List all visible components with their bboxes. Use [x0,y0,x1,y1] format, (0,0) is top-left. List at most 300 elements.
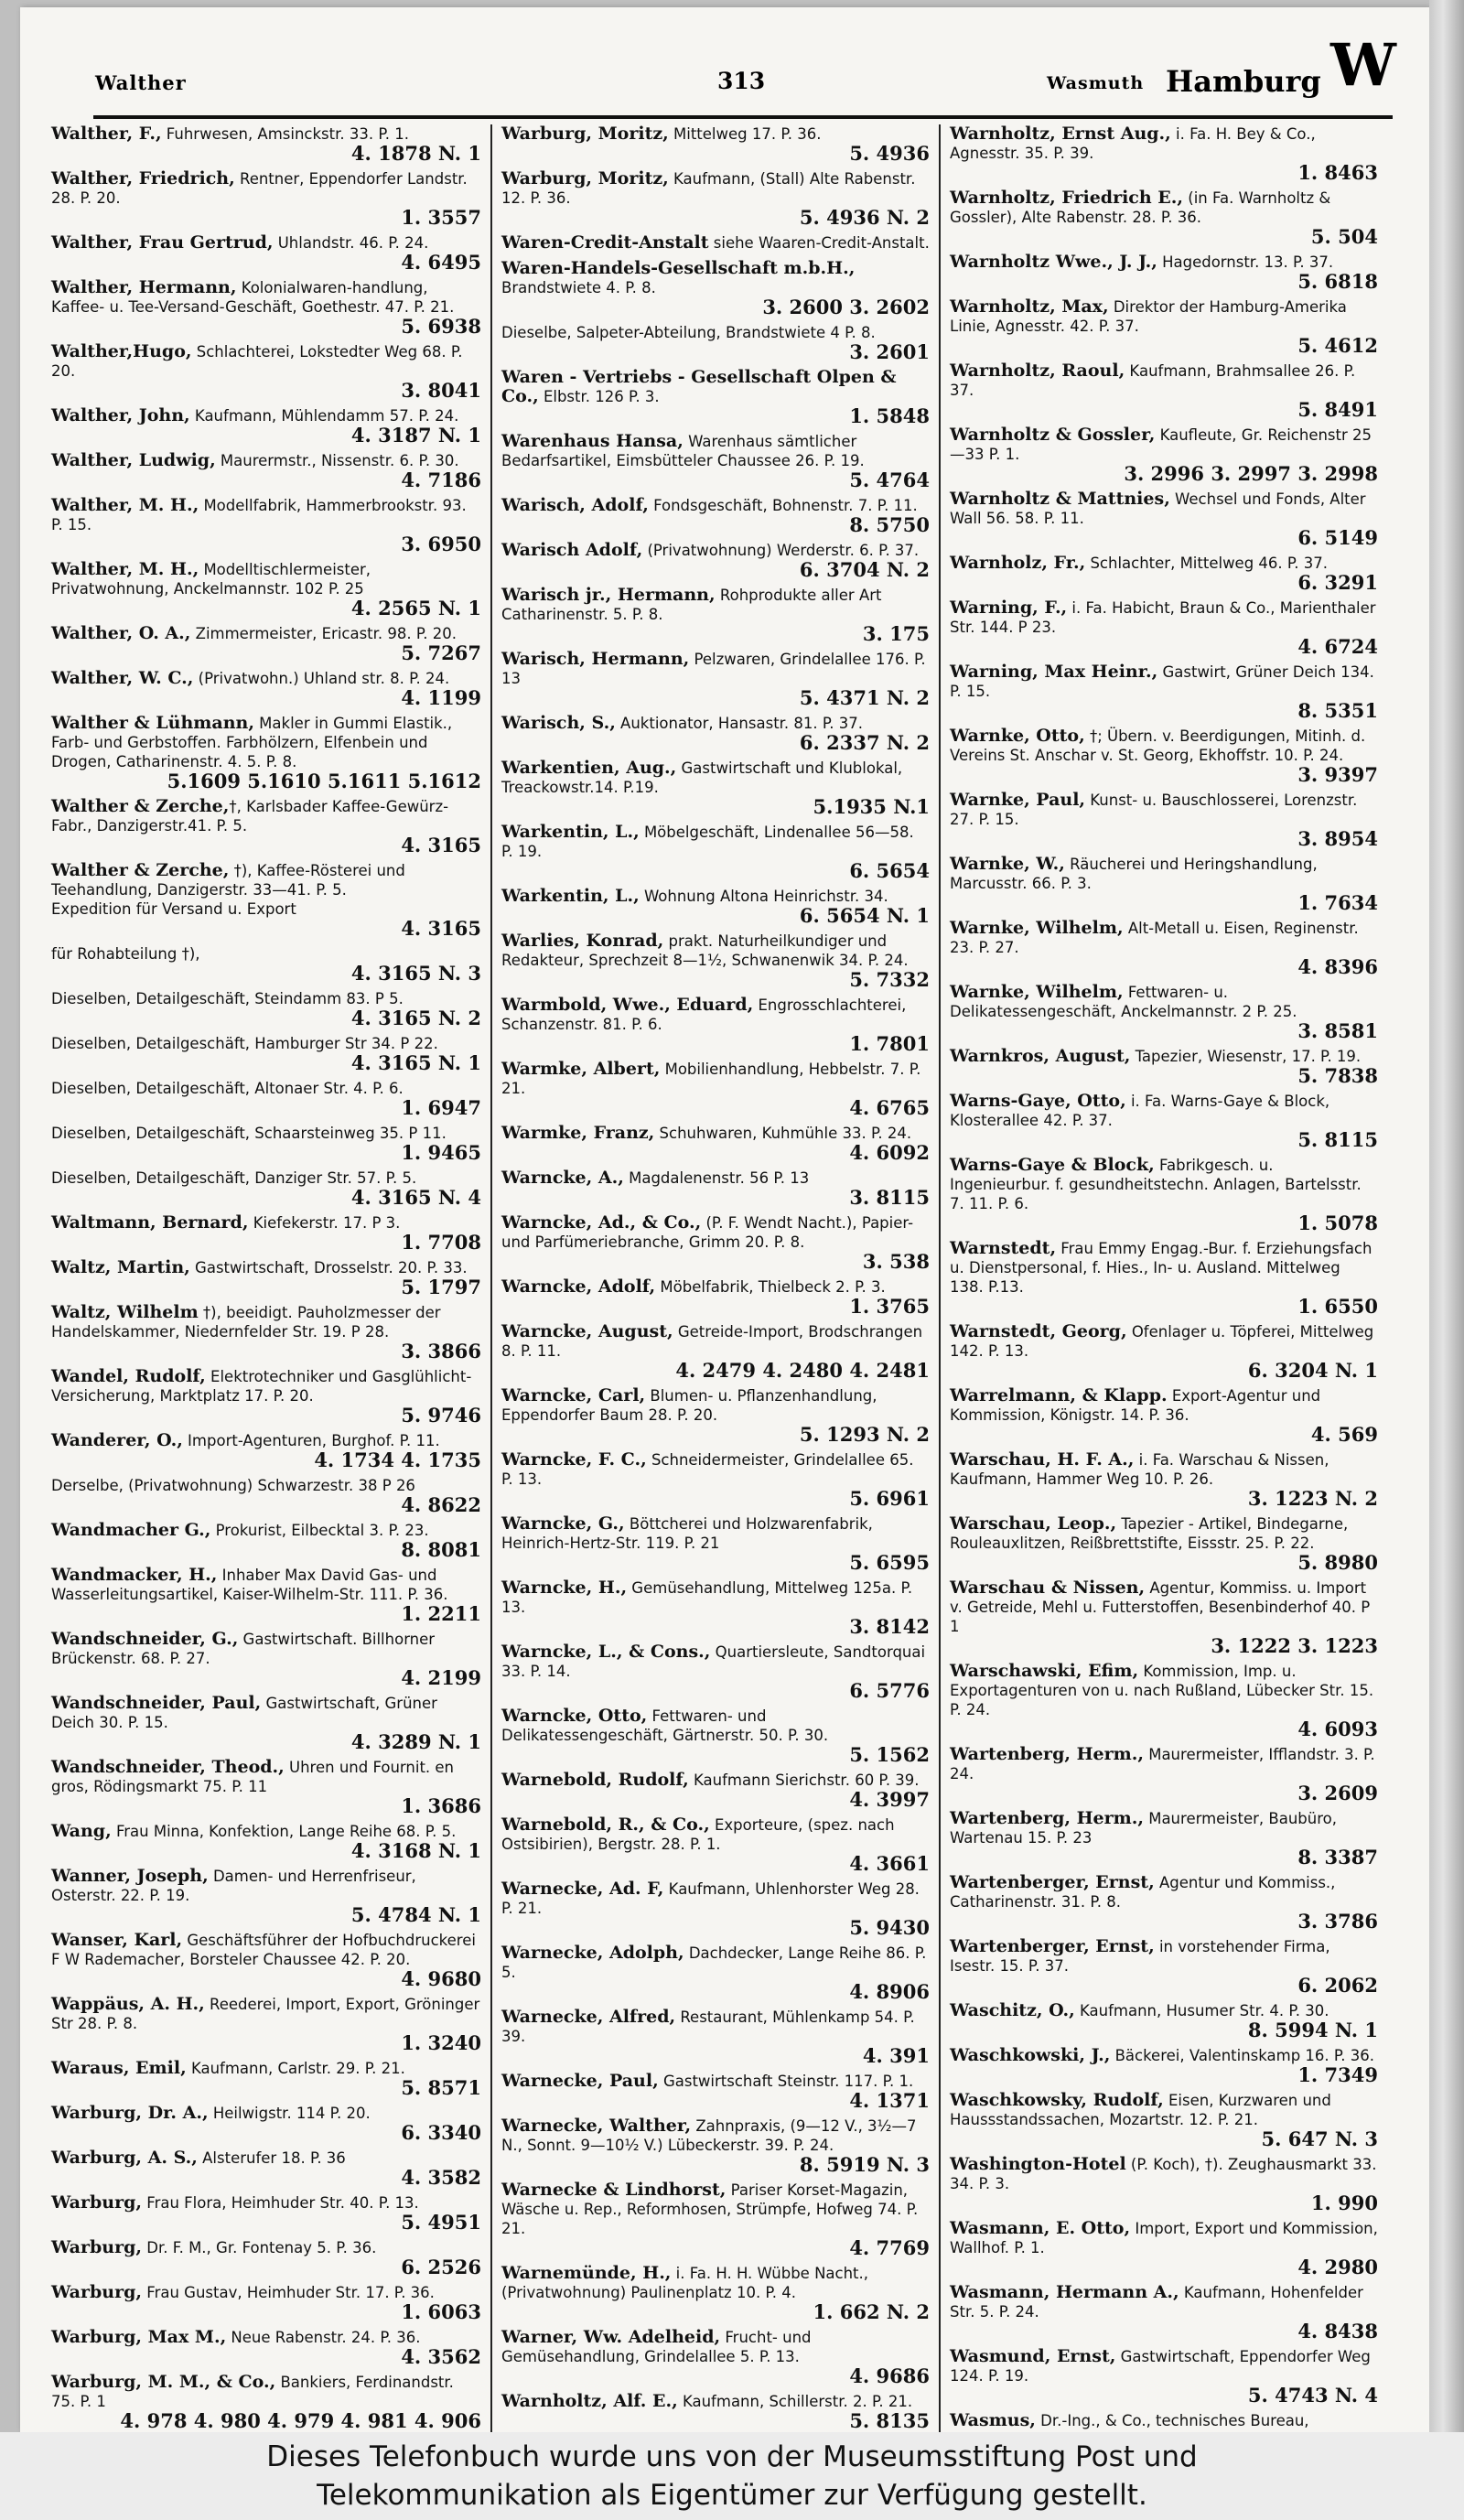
entry-name: Warmbold, Wwe., Eduard, [501,995,754,1015]
entry-details: Kaufmann, Carlstr. 29. P. 21. [186,2060,405,2077]
directory-entry [950,2001,1378,2040]
entry-phone: 3. 2600 3. 2602 [762,296,930,318]
directory-entry [501,2328,930,2385]
entry-phone: 1. 7349 [1297,2063,1378,2086]
entry-phone: 6. 5654 [849,859,930,882]
entry-phone: 6. 5776 [849,1679,930,1702]
directory-entry [51,1822,481,1860]
entry-details: Kaufmann, Mühlendamm 57. P. 24. [189,407,459,425]
directory-entry [950,2411,1378,2432]
entry-name: Warnholz, Fr., [950,553,1086,573]
directory-page [20,7,1429,2432]
entry-phone: 4. 3165 N. 2 [350,1007,481,1029]
entry-name: Warisch, S., [501,713,616,733]
directory-entry [51,1431,481,1470]
entry-name: Warnke, Wilhelm, [950,918,1124,938]
entry-name: Warning, F., [950,598,1068,618]
entry-name: Wandschneider, G., [51,1629,239,1649]
entry-name: Warburg, Moritz, [501,168,669,188]
directory-entry [501,823,930,880]
directory-entry [501,1944,930,2001]
entry-phone: 3. 538 [862,1250,930,1273]
entry-name: Warburg, Dr. A., [51,2103,209,2123]
page-number: 313 [717,68,766,94]
entry-name: Warschau, Leop., [950,1513,1117,1534]
entry-phone: 3. 2609 [1297,1782,1378,1804]
entry-phone: 4. 3289 N. 1 [350,1730,481,1753]
entry-phone: 4. 3168 N. 1 [350,1839,481,1862]
entry-phone: 1. 6947 [401,1096,481,1119]
entry-phone: 4. 8622 [401,1493,481,1516]
entry-details: Modelltischlermeister, Privatwohnung, Anckelmannstr. 102 P. 25 [51,561,371,598]
entry-phone: 4. 8396 [1297,955,1378,978]
directory-entry [51,1367,481,1425]
directory-entry [950,855,1378,912]
entry-name: Waren - Vertriebs - Gesellschaft Olpen & Co., [501,367,897,406]
entry-name: Warburg, A. S., [51,2148,198,2168]
entry-details: Neue Rabenstr. 24. P. 36. [226,2329,421,2346]
directory-entry [501,2264,930,2321]
entry-name: Wasmus, [950,2410,1036,2430]
entry-name: Warns-Gaye, Otto, [950,1091,1126,1111]
entry-details: Warenhaus sämtlicher Bedarfsartikel, Eimsbütteler Chaussee 26. P. 19. [501,433,865,469]
entry-name: Warrelmann, & Klapp. [950,1385,1168,1405]
directory-entry [501,586,930,643]
entry-phone: 5. 7267 [401,641,481,664]
entry-phone: 3. 2996 3. 2997 3. 2998 [1124,462,1378,485]
entry-name: Wang, [51,1821,112,1841]
entry-phone: 6. 2062 [1297,1974,1378,1997]
directory-entry [950,1386,1378,1444]
entry-phone: 5. 4784 N. 1 [350,1903,481,1926]
entry-name: Warncke, Adolf, [501,1276,656,1297]
entry-name: Warncke, F. C., [501,1449,647,1470]
entry-phone: 1. 7801 [849,1032,930,1055]
directory-entry [51,797,481,855]
entry-details: Gastwirtschaft und Klublokal, Treackowstr.14. P.19. [501,759,903,796]
entry-name: Waltz, Martin, [51,1257,190,1277]
entry-phone: 1. 3686 [401,1794,481,1817]
entry-details: Import-Agenturen, Burghof. P. 11. [182,1432,440,1449]
entry-details: Prokurist, Eilbecktal 3. P. 23. [210,1522,429,1539]
entry-phone: 5. 504 [1310,225,1378,248]
header-first-entry: Walther [95,71,187,94]
entry-phone: 5. 6595 [849,1551,930,1574]
entry-name: Warschawski, Efim, [950,1661,1139,1681]
entry-phone: 3. 8115 [849,1186,930,1209]
entry-name: Wandmacher G., [51,1520,211,1540]
entry-phone: 4. 6093 [1297,1718,1378,1740]
entry-name: Warnebold, Rudolf, [501,1770,689,1790]
directory-entry [501,932,930,989]
entry-details: Exporteure, (spez. nach Ostsibirien), Bergstr. 28. P. 1. [501,1816,895,1853]
directory-entry [51,1168,481,1207]
entry-phone: 4. 6765 [849,1096,930,1119]
entry-phone: 1. 3765 [849,1295,930,1318]
entry-details: Gastwirtschaft Steinstr. 117. P. 1. [658,2073,914,2090]
entry-name: Walther & Zerche, [51,860,230,880]
entry-details: (Privatwohn.) Uhland str. 8. P. 24. [193,670,450,687]
entry-name: Walther,Hugo, [51,341,192,361]
entry-phone: 5. 9746 [401,1404,481,1427]
entry-columns [42,124,1393,2432]
entry-details: Fabrikgesch. u. Ingenieurbur. f. gesundheitstechn. Anlagen, Bartelsstr. 7. 11. P. 6. [950,1157,1362,1212]
entry-details: Ofenlager u. Töpferei, Mittelweg 142. P. 13. [950,1323,1374,1360]
entry-details: Mittelweg 17. P. 36. [668,125,822,143]
entry-details: Hagedornstr. 13. P. 37. [1157,253,1334,271]
entry-details: Rohprodukte aller Art Catharinenstr. 5. P. 8. [501,587,882,623]
directory-entry [501,124,930,163]
entry-phone: 5. 7332 [849,968,930,991]
entry-name: Warncke, August, [501,1321,673,1341]
entry-name: Warncke, H., [501,1578,628,1598]
directory-entry [501,996,930,1053]
entry-details: Dieselben, Detailgeschäft, Danziger Str. 57. P. 5. [51,1169,417,1187]
entry-name: Warnholtz, Ernst Aug., [950,124,1171,144]
entry-name: Warkentin, L., [501,886,640,906]
entry-name: Wartenberger, Ernst, [950,1936,1155,1956]
entry-phone: 4. 391 [862,2044,930,2067]
entry-phone: 1. 662 N. 2 [813,2300,930,2323]
directory-entry [51,624,481,662]
header-city: Hamburg [1166,64,1321,99]
directory-entry [950,1092,1378,1149]
entry-phone: 8. 8081 [401,1538,481,1561]
entry-details: Frau Gustav, Heimhuder Str. 17. P. 36. [142,2284,435,2301]
entry-phone: 4. 2199 [401,1666,481,1689]
entry-name: Warisch, Hermann, [501,649,690,669]
entry-details: (Privatwohnung) Werderstr. 6. P. 37. [642,542,920,559]
entry-phone: 4. 3165 [401,917,481,940]
entry-details: Wohnung Altona Heinrichstr. 34. [639,888,888,905]
directory-entry [501,169,930,227]
entry-name: Walther, W. C., [51,668,194,688]
entry-name: Warnecke, Adolph, [501,1943,684,1963]
entry-details: Gastwirtschaft, Grüner Deich 30. P. 15. [51,1695,437,1731]
entry-details: prakt. Naturheilkundiger und Redakteur, Sprechzeit 8—1½, Schwanenwik 34. P. 24. [501,932,909,969]
entry-details: Dieselben, Detailgeschäft, Altonaer Str. 4. P. 6. [51,1080,404,1097]
entry-name: Walther & Lühmann, [51,713,254,733]
entry-phone: 4. 1878 N. 1 [350,142,481,165]
header-rule [93,115,1393,119]
entry-name: Warburg, [51,2192,143,2213]
entry-phone: 5. 4743 N. 4 [1247,2384,1378,2407]
entry-details: Frucht- und Gemüsehandlung, Grindelallee 5. P. 13. [501,2329,812,2365]
entry-details: Rentner, Eppendorfer Landstr. 28. P. 20. [51,170,468,207]
entry-name: Warnecke & Lindhorst, [501,2180,727,2200]
entry-details: Reederei, Import, Export, Gröninger Str 28. P. 8. [51,1996,480,2032]
entry-details: Kolonialwaren-handlung, Kaffee- u. Tee-Versand-Geschäft, Goethestr. 47. P. 21. [51,279,455,316]
entry-phone: 3. 6950 [401,533,481,555]
entry-phone: 4. 3165 N. 4 [350,1186,481,1209]
entry-details: Schlachterei, Lokstedter Weg 68. P. 20. [51,343,463,380]
page-edge [1429,0,1464,2441]
entry-name: Waren-Credit-Anstalt [501,232,709,253]
entry-name: Walther, Frau Gertrud, [51,232,274,253]
entry-details: Inhaber Max David Gas- und Wasserleitungsartikel, Kaiser-Wilhelm-Str. 111. P. 36. [51,1567,448,1603]
entry-phone: 4. 1199 [401,686,481,709]
entry-phone: 5. 9430 [849,1916,930,1939]
entry-details: i. Fa. H. Bey & Co., Agnesstr. 35. P. 39. [950,125,1316,162]
entry-phone: 1. 2211 [401,1602,481,1625]
directory-entry [51,1079,481,1117]
entry-details: Elbstr. 126 P. 3. [538,388,660,405]
entry-details: Alt-Metall u. Eisen, Reginenstr. 23. P. 27. [950,920,1359,956]
directory-entry [950,2347,1378,2405]
entry-phone: 5. 8115 [1297,1128,1378,1151]
entry-name: Warnecke, Alfred, [501,2007,676,2027]
directory-entry [950,662,1378,720]
entry-phone: 4. 6724 [1297,635,1378,658]
directory-entry [51,1521,481,1559]
entry-phone: 4. 2980 [1297,2256,1378,2278]
entry-details: Gastwirtschaft, Eppendorfer Weg 124. P. 19. [950,2348,1371,2385]
entry-phone: 6. 2526 [401,2256,481,2278]
column-1 [42,124,490,2432]
entry-name: Warburg, Moritz, [501,124,669,144]
entry-phone: 5. 6818 [1297,270,1378,293]
entry-name: Warnholtz & Gossler, [950,425,1156,445]
entry-details: Dr. F. M., Gr. Fontenay 5. P. 36. [142,2239,377,2256]
entry-details: Zahnpraxis, (9—12 V., 3½—7 N., Sonnt. 9—10½ V.) Lübeckerstr. 39. P. 24. [501,2117,917,2154]
directory-entry [950,1873,1378,1931]
entry-phone: 1. 3557 [401,206,481,229]
directory-entry [501,1386,930,1444]
entry-details: Dieselben, Detailgeschäft, Schaarsteinweg 35. P 11. [51,1125,447,1142]
entry-details: Import, Export und Kommission, Wallhof. P. 1. [950,2220,1378,2256]
entry-name: Warnke, Paul, [950,790,1086,810]
entry-details: Uhlandstr. 46. P. 24. [273,234,429,252]
directory-entry [501,1879,930,1937]
entry-phone: 3. 8041 [401,379,481,402]
column-2 [490,124,939,2432]
entry-phone: 8. 5750 [849,513,930,536]
directory-entry [501,1060,930,1117]
entry-phone: 1. 7634 [1297,891,1378,914]
entry-name: Warschau & Nissen, [950,1578,1146,1598]
entry-name: Warncke, L., & Cons., [501,1642,711,1662]
entry-details: Tapezier - Artikel, Bindegarne, Rouleauxlitzen, Reißbrettstifte, Eissstr. 25. P. 22. [950,1515,1349,1552]
directory-entry [950,1662,1378,1739]
directory-entry [950,791,1378,848]
entry-name: Warnecke, Ad. F, [501,1879,664,1899]
entry-name: Warisch jr., Hermann, [501,585,716,605]
entry-name: Warnholtz, Raoul, [950,361,1125,381]
directory-entry [950,2219,1378,2277]
directory-entry [950,1047,1378,1085]
entry-details: Gastwirtschaft. Billhorner Brückenstr. 68. P. 27. [51,1631,436,1667]
entry-name: Waschkowsky, Rudolf, [950,2090,1164,2110]
entry-name: Wasmund, Ernst, [950,2346,1116,2366]
entry-name: Walther, M. H., [51,559,199,579]
entry-details: Makler in Gummi Elastik., Farb- und Gerbstoffen. Farbhölzern, Elfenbein und Drogen, Catharinenstr. 4. 5. P. 8. [51,715,453,770]
entry-name: Walther & Zerche, [51,796,230,816]
entry-phone: 5. 8491 [1297,398,1378,421]
entry-details: Damen- und Herrenfriseur, Osterstr. 22. P. 19. [51,1868,416,1904]
entry-phone: 4. 1734 4. 1735 [314,1448,481,1471]
entry-name: Wanser, Karl, [51,1930,183,1950]
entry-phone: 5. 6961 [849,1487,930,1510]
directory-entry [950,361,1378,419]
entry-phone: 4. 7186 [401,468,481,491]
entry-details: Pariser Korset-Magazin, Wäsche u. Rep., Reformhosen, Strümpfe, Hofweg 74. P. 21. [501,2181,919,2237]
entry-details: Agentur, Kommiss. u. Import v. Getreide, Mehl u. Futterstoffen, Besenbinderhof 40. P 1 [950,1579,1371,1635]
entry-name: Wandmacker, H., [51,1565,218,1585]
entry-name: Warnke, Otto, [950,726,1085,746]
entry-details: in vorstehender Firma, Isestr. 15. P. 37. [950,1938,1330,1975]
entry-name: Walther, Friedrich, [51,168,235,188]
entry-details: Frau Minna, Konfektion, Lange Reihe 68. P. 5. [111,1823,457,1840]
directory-entry [501,259,930,317]
directory-entry [950,297,1378,355]
entry-details: siehe Waaren-Credit-Anstalt. [708,234,930,252]
directory-entry [51,560,481,618]
entry-details: Derselbe, (Privatwohnung) Schwarzestr. 38 P 26 [51,1477,415,1494]
directory-entry [501,2392,930,2430]
entry-name: Warnke, W., [950,854,1065,874]
entry-details: Mobilienhandlung, Hebbelstr. 7. P. 21. [501,1061,921,1097]
directory-entry [501,1277,930,1316]
footer-notice [0,2432,1464,2520]
entry-name: Waltz, Wilhelm [51,1302,199,1322]
entry-phone: 3. 3786 [1297,1910,1378,1933]
entry-details: Alsterufer 18. P. 36 [197,2149,346,2167]
directory-entry [950,919,1378,976]
entry-name: Waschkowski, J., [950,2045,1111,2065]
directory-entry [501,1707,930,1764]
directory-entry [950,2091,1378,2148]
entry-phone: 1. 7708 [401,1231,481,1254]
entry-details: Geschäftsführer der Hofbuchdruckerei F W Rademacher, Borsteler Chaussee 42. P. 20. [51,1932,476,1968]
entry-name: Warnecke, Paul, [501,2071,659,2091]
directory-entry [950,1809,1378,1867]
entry-name: Warnke, Wilhelm, [950,982,1124,1002]
entry-name: Wandschneider, Paul, [51,1693,262,1713]
directory-entry [501,887,930,925]
entry-details: Export-Agentur und Kommission, Königstr. 14. P. 36. [950,1387,1321,1424]
entry-phone: 5.1609 5.1610 5.1611 5.1612 [167,770,481,792]
directory-entry [51,278,481,336]
directory-entry [501,2181,930,2257]
entry-phone: 5. 4764 [849,468,930,491]
entry-details: Schlachter, Mittelweg 46. P. 37. [1085,555,1329,572]
entry-details: Restaurant, Mühlenkamp 54. P. 39. [501,2008,915,2045]
entry-name: Warnholtz & Mattnies, [950,489,1170,509]
directory-entry [950,1578,1378,1655]
directory-entry [51,406,481,445]
entry-details: Heilwigstr. 114 P. 20. [208,2105,371,2122]
directory-entry [51,496,481,554]
entry-details: Bäckerei, Valentinskamp 16. P. 36. [1110,2047,1375,2064]
directory-entry [51,342,481,400]
entry-name: Warncke, G., [501,1513,625,1534]
entry-phone: 5. 4371 N. 2 [799,686,930,709]
entry-name: Washington-Hotel [950,2154,1126,2174]
directory-entry [501,2008,930,2065]
entry-details: Direktor der Hamburg-Amerika Linie, Agnesstr. 42. P. 37. [950,298,1347,335]
entry-name: Warnecke, Walther, [501,2116,692,2136]
directory-entry [501,541,930,579]
entry-name: Waschitz, O., [950,2000,1075,2020]
entry-details: Wechsel und Fonds, Alter Wall 56. 58. P. 11. [950,490,1366,527]
entry-name: Warburg, Max M., [51,2327,227,2347]
directory-entry [501,2116,930,2174]
entry-details: Kaufmann, Husumer Str. 4. P. 30. [1074,2002,1329,2019]
directory-entry [51,2104,481,2142]
directory-entry [950,1937,1378,1995]
entry-name: Wanderer, O., [51,1430,183,1450]
entry-phone: 1. 990 [1310,2192,1378,2214]
directory-entry [51,2283,481,2321]
entry-details: (P. Koch), †). Zeughausmarkt 33. 34. P. 3. [950,2156,1377,2192]
entry-name: Wasmann, E. Otto, [950,2218,1131,2238]
directory-entry [950,490,1378,547]
entry-phone: 5. 8571 [401,2076,481,2099]
entry-phone: 5. 4612 [1297,334,1378,357]
entry-name: Warncke, Otto, [501,1706,648,1726]
directory-entry [51,1303,481,1361]
directory-entry [51,2148,481,2187]
directory-entry [51,1995,481,2052]
directory-entry [51,124,481,163]
entry-phone: 3. 1222 3. 1223 [1211,1634,1378,1657]
directory-entry [51,1258,481,1297]
directory-entry [950,425,1378,483]
directory-entry [51,861,481,938]
entry-name: Warncke, Carl, [501,1385,646,1405]
entry-name: Warnebold, R., & Co., [501,1815,710,1835]
entry-details: Kaufleute, Gr. Reichenstr 25—33 P. 1. [950,426,1372,463]
entry-phone: 3. 8954 [1297,827,1378,850]
entry-phone: 5. 4936 [849,142,930,165]
entry-phone: 6. 3340 [401,2121,481,2144]
entry-phone: 4. 3165 N. 1 [350,1051,481,1074]
entry-name: Waren-Handels-Gesellschaft m.b.H., [501,258,856,278]
entry-phone: 5. 4936 N. 2 [799,206,930,229]
directory-entry [51,1867,481,1924]
entry-details: †), beeidigt. Pauholzmesser der Handelskammer, Niedernfelder Str. 19. P 28. [51,1304,441,1341]
entry-details: (in Fa. Warnholtz & Gossler), Alte Rabenstr. 28. P. 36. [950,189,1331,226]
entry-details: i. Fa. Warns-Gaye & Block, Klosterallee 42. P. 37. [950,1093,1330,1129]
entry-details: für Rohabteilung †), [51,945,200,963]
entry-details: Getreide-Import, Brodschrangen 8. P. 11. [501,1323,923,1360]
entry-name: Warmke, Franz, [501,1123,655,1143]
entry-details: Maurermeister, Baubüro, Wartenau 15. P. 23 [950,1810,1337,1847]
entry-details: (P. F. Wendt Nacht.), Papier- und Parfümeriebranche, Grimm 20. P. 8. [501,1214,914,1251]
entry-phone: 1. 6550 [1297,1295,1378,1318]
entry-details: Pelzwaren, Grindelallee 176. P. 13 [501,651,926,687]
entry-details: Kiefekerstr. 17. P 3. [248,1214,401,1232]
directory-entry [501,714,930,752]
directory-entry [950,188,1378,246]
entry-name: Warnkros, August, [950,1046,1131,1066]
entry-details: Räucherei und Heringshandlung, Marcusstr. 66. P. 3. [950,856,1318,892]
entry-details: †, Karlsbader Kaffee-Gewürz-Fabr., Danzigerstr.41. P. 5. [51,798,449,835]
directory-entry [501,1213,930,1271]
entry-name: Walther, M. H., [51,495,199,515]
directory-entry [950,727,1378,784]
directory-entry [950,2283,1378,2341]
entry-phone: 4. 8438 [1297,2320,1378,2342]
entry-details: i. Fa. Warschau & Nissen, Kaufmann, Hammer Weg 10. P. 26. [950,1451,1329,1488]
entry-details: Modellfabrik, Hammerbrookstr. 93. P. 15. [51,497,467,533]
entry-phone: 6. 5149 [1297,526,1378,549]
entry-details: Uhren und Fournit. en gros, Rödingsmarkt 75. P. 11 [51,1759,455,1795]
directory-entry [950,1514,1378,1572]
entry-name: Warkentin, L., [501,822,640,842]
entry-phone: 4. 9686 [849,2364,930,2387]
entry-phone: 4. 3661 [849,1852,930,1875]
